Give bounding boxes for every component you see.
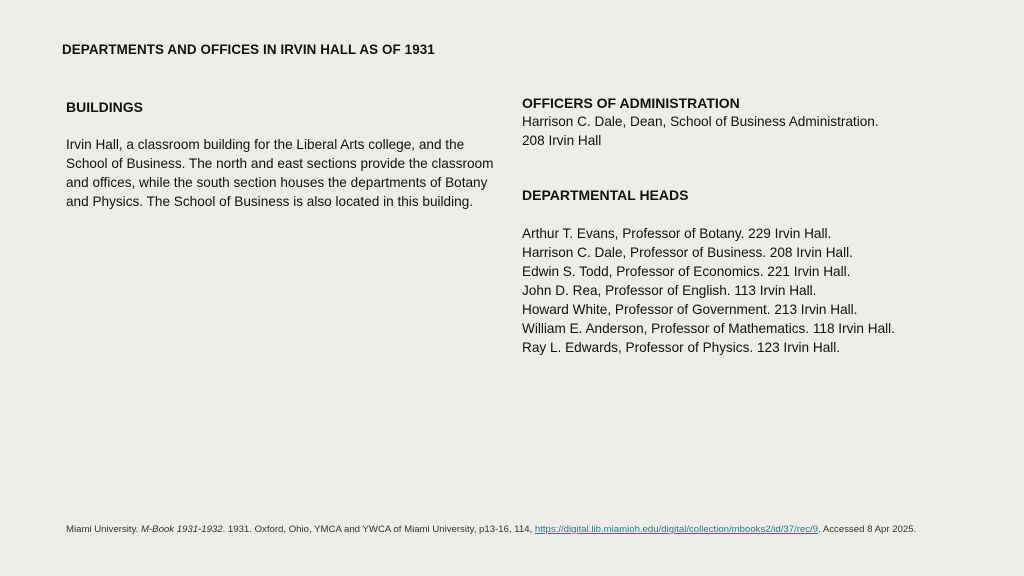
citation-prefix: Miami University.	[66, 524, 141, 535]
list-item: Howard White, Professor of Government. 213 Irvin Hall.	[522, 302, 858, 317]
page-title: DEPARTMENTS AND OFFICES IN IRVIN HALL AS OF 1931	[62, 42, 435, 57]
administration-section	[522, 94, 992, 357]
citation-suffix: . Accessed 8 Apr 2025.	[818, 524, 917, 535]
officer-line: 208 Irvin Hall	[522, 133, 602, 148]
departmental-heads-heading: DEPARTMENTAL HEADS	[522, 187, 689, 203]
list-item: Ray L. Edwards, Professor of Physics. 123 Irvin Hall.	[522, 340, 841, 355]
officers-heading: OFFICERS OF ADMINISTRATION	[522, 95, 740, 111]
buildings-description: Irvin Hall, a classroom building for the Liberal Arts college, and the School of Business. The north and east sections provide the classroom and offices, while the south section houses the departments of Botany and Physics. The School of Business is also located in this building.	[66, 137, 494, 209]
list-item: William E. Anderson, Professor of Mathematics. 118 Irvin Hall.	[522, 321, 895, 336]
buildings-section	[66, 98, 496, 211]
list-item: Edwin S. Todd, Professor of Economics. 221 Irvin Hall.	[522, 264, 851, 279]
list-item: John D. Rea, Professor of English. 113 Irvin Hall.	[522, 283, 817, 298]
list-item: Harrison C. Dale, Professor of Business. 208 Irvin Hall.	[522, 245, 853, 260]
citation-link[interactable]: https://digital.lib.miamioh.edu/digital/collection/mbooks2/id/37/rec/9	[534, 524, 819, 535]
list-item: Arthur T. Evans, Professor of Botany. 229 Irvin Hall.	[522, 226, 832, 241]
officer-line: Harrison C. Dale, Dean, School of Business Administration.	[522, 114, 879, 129]
citation-details: . 1931. Oxford, Ohio, YMCA and YWCA of Miami University, p13-16, 114,	[222, 524, 535, 535]
buildings-heading: BUILDINGS	[66, 99, 143, 115]
citation-book-title: M-Book 1931-1932	[140, 524, 223, 535]
citation	[66, 523, 966, 537]
departmental-heads-list	[522, 224, 992, 357]
